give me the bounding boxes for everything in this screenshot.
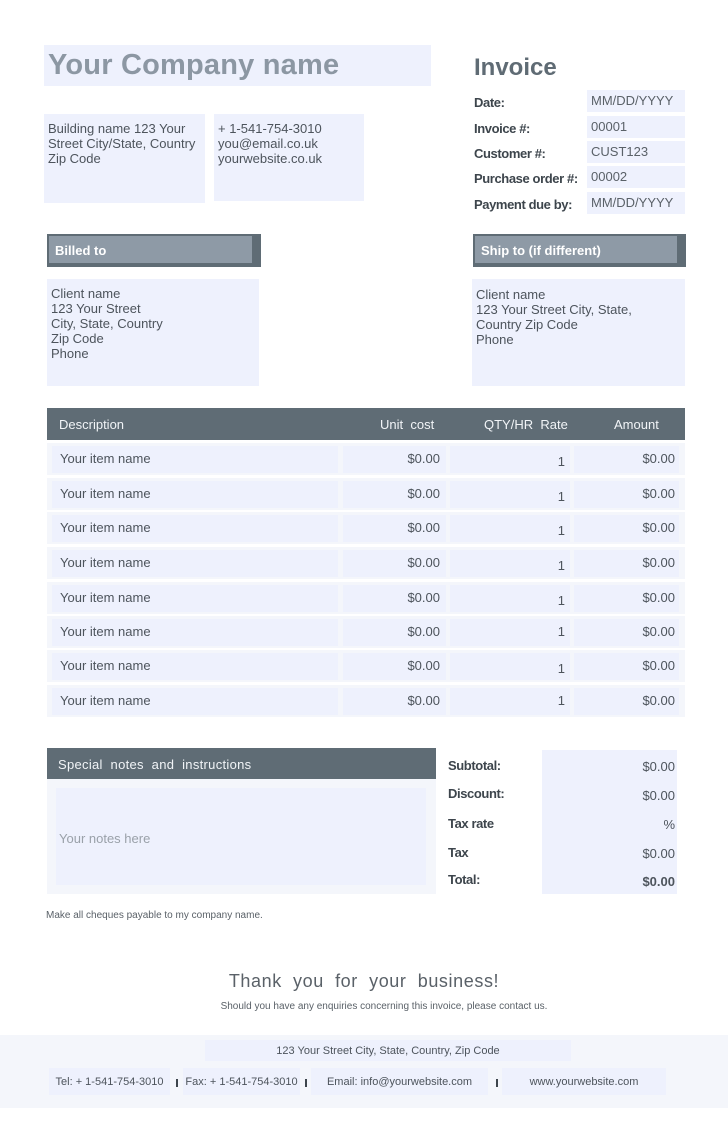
item-qty[interactable]: 1 [450,688,570,715]
total-label: Total: [448,872,481,887]
footer-email[interactable]: Email: info@yourwebsite.com [311,1068,488,1095]
footer-separator [496,1079,498,1087]
company-name[interactable]: Your Company name [44,45,431,86]
item-amount[interactable]: $0.00 [574,619,679,646]
notes-heading: Special notes and instructions [47,748,436,779]
tax-value[interactable]: $0.00 [642,846,675,861]
purchase-order-label: Purchase order #: [474,171,578,186]
ship-to-header [473,234,686,267]
payment-due-field[interactable]: MM/DD/YYYY [587,192,685,214]
item-unit-cost[interactable]: $0.00 [343,653,446,680]
footer-website[interactable]: www.yourwebsite.com [502,1068,666,1095]
footer-separator [305,1079,307,1087]
table-row [47,616,685,648]
item-qty[interactable]: 1 [450,585,570,612]
table-row [47,650,685,682]
table-row [47,685,685,717]
footer-fax[interactable]: Fax: + 1-541-754-3010 [183,1068,300,1095]
item-amount[interactable]: $0.00 [574,515,679,542]
table-row [47,478,685,510]
item-qty[interactable]: 1 [450,481,570,508]
item-amount[interactable]: $0.00 [574,550,679,577]
thank-you-message: Thank you for your business! [228,971,500,991]
table-row [47,547,685,579]
tax-label: Tax [448,845,469,860]
invoice-number-label: Invoice #: [474,121,530,136]
item-description[interactable]: Your item name [52,585,338,612]
item-description[interactable]: Your item name [52,515,338,542]
enquiry-note: Should you have any enquiries concerning this invoice, please contact us. [220,1001,548,1012]
items-table-header [47,408,685,440]
item-description[interactable]: Your item name [52,653,338,680]
item-amount[interactable]: $0.00 [574,585,679,612]
item-unit-cost[interactable]: $0.00 [343,550,446,577]
item-amount[interactable]: $0.00 [574,653,679,680]
payment-due-label: Payment due by: [474,197,573,212]
item-description[interactable]: Your item name [52,550,338,577]
item-qty[interactable]: 1 [450,550,570,577]
item-description[interactable]: Your item name [52,688,338,715]
invoice-number-field[interactable]: 00001 [587,116,685,138]
footer-separator [176,1079,178,1087]
qty-column-header: QTY/HR Rate [484,417,568,432]
item-qty[interactable]: 1 [450,446,570,473]
billed-to-address[interactable]: Client name 123 Your Street City, State, Country Zip Code Phone [47,279,259,386]
date-label: Date: [474,95,505,110]
item-amount[interactable]: $0.00 [574,688,679,715]
item-unit-cost[interactable]: $0.00 [343,481,446,508]
item-unit-cost[interactable]: $0.00 [343,515,446,542]
subtotal-value[interactable]: $0.00 [642,759,675,774]
date-field[interactable]: MM/DD/YYYY [587,90,685,112]
amount-column-header: Amount [614,417,659,432]
item-amount[interactable]: $0.00 [574,446,679,473]
notes-input[interactable]: Your notes here [56,788,426,885]
description-column-header: Description [59,417,125,432]
company-contact[interactable]: + 1-541-754-3010 you@email.co.uk yourwebsite.co.uk [214,114,364,201]
item-amount[interactable]: $0.00 [574,481,679,508]
item-unit-cost[interactable]: $0.00 [343,619,446,646]
unit-cost-column-header: Unit cost [380,417,435,432]
payable-note: Make all cheques payable to my company name. [46,910,263,921]
tax-rate-value[interactable]: % [663,817,675,832]
footer-phone[interactable]: Tel: + 1-541-754-3010 [49,1068,170,1095]
item-qty[interactable]: 1 [450,653,570,680]
item-description[interactable]: Your item name [52,446,338,473]
table-row [47,443,685,475]
ship-to-address[interactable]: Client name 123 Your Street City, State, Country Zip Code Phone [472,279,685,386]
billed-to-heading: Billed to [49,236,252,263]
table-row [47,582,685,614]
ship-to-heading: Ship to (if different) [475,236,677,263]
item-unit-cost[interactable]: $0.00 [343,585,446,612]
item-description[interactable]: Your item name [52,619,338,646]
invoice-title: Invoice [474,54,557,81]
tax-rate-label: Tax rate [448,816,494,831]
discount-value[interactable]: $0.00 [642,788,675,803]
total-value[interactable]: $0.00 [642,874,675,889]
company-address[interactable]: Building name 123 Your Street City/State, Country Zip Code [44,114,205,203]
purchase-order-field[interactable]: 00002 [587,166,685,188]
item-qty[interactable]: 1 [450,619,570,646]
customer-number-field[interactable]: CUST123 [587,141,685,163]
discount-label: Discount: [448,786,505,801]
item-unit-cost[interactable]: $0.00 [343,446,446,473]
item-qty[interactable]: 1 [450,515,570,542]
footer-address[interactable]: 123 Your Street City, State, Country, Zip Code [205,1040,571,1061]
table-row [47,512,685,544]
item-unit-cost[interactable]: $0.00 [343,688,446,715]
subtotal-label: Subtotal: [448,758,501,773]
billed-to-header [47,234,261,267]
item-description[interactable]: Your item name [52,481,338,508]
customer-number-label: Customer #: [474,146,546,161]
